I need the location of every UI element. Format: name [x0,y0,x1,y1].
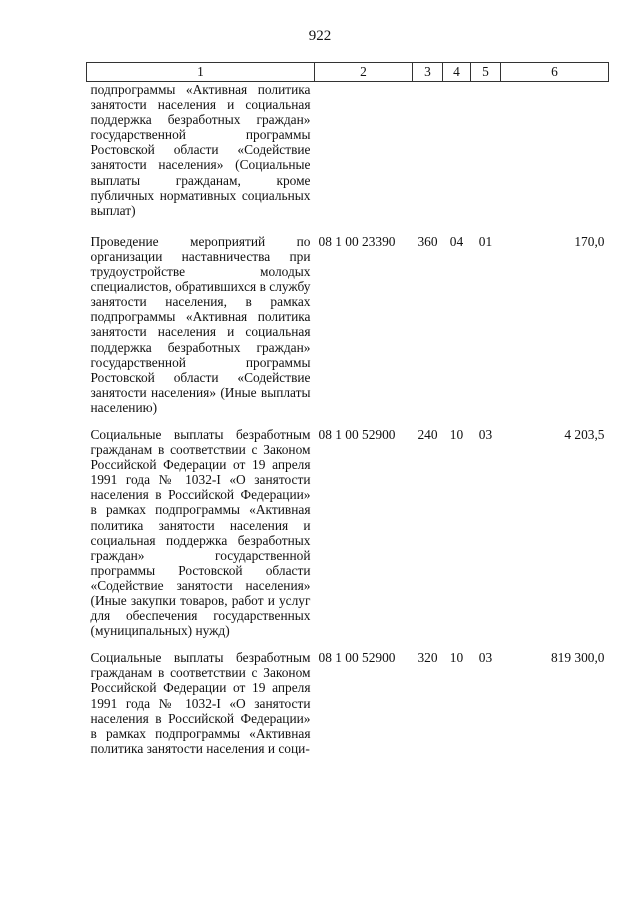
row-description: подпрограммы «Активная политика занятости населения и социальная поддержка безработных граждан» государственной программы Ростовской области «Содействие занятости населения» (Социальные выплаты гражданам, кроме публичных нормативных социальных выплат) [90,82,311,218]
row-target-article [315,82,413,218]
row-expense-type: 320 [417,650,438,666]
row-amount: 819 300,0 [550,650,605,666]
row-subsection: 03 [478,426,493,442]
row-description: Проведение мероприятий по организации наставничества при трудоустройстве молодых специалистов, обратившихся в службу занятости населения, в рамках подпрограммы «Активная политика занятости населения и социальная поддержка безработных граждан» государственной программы Ростовской области «Содействие занятости населения» (Иные выплаты населению) [90,233,311,415]
column-header-5: 5 [471,63,501,82]
row-section: 10 [449,650,464,666]
column-header-1: 1 [87,63,315,82]
row-amount: 170,0 [574,233,605,249]
row-section: 10 [449,426,464,442]
column-header-3: 3 [413,63,443,82]
row-amount: 4 203,5 [564,426,605,442]
column-header-6: 6 [501,63,609,82]
row-subsection: 03 [478,650,493,666]
table-row [87,218,609,415]
budget-table [86,62,609,756]
row-expense-type: 360 [417,233,438,249]
column-header-4: 4 [443,63,471,82]
row-target-article: 08 1 00 23390 [318,233,396,249]
row-section [443,82,471,218]
row-target-article: 08 1 00 52900 [318,426,396,442]
table-row [87,82,609,218]
row-target-article: 08 1 00 52900 [318,650,396,666]
row-subsection [471,82,501,218]
row-amount [501,82,609,218]
row-description: Социальные выплаты безработным гражданам в соответствии с Законом Российской Федерации от 19 апреля 1991 года № 1032-I «О занятости населения в Российской Федерации» в рамках подпрограммы «Активная политика занятости населения и соци- [90,650,311,756]
row-expense-type [413,82,443,218]
table-row [87,415,609,638]
table-row [87,638,609,756]
column-header-2: 2 [315,63,413,82]
row-description: Социальные выплаты безработным гражданам в соответствии с Законом Российской Федерации от 19 апреля 1991 года № 1032-I «О занятости населения в Российской Федерации» в рамках подпрограммы «Активная политика занятости населения и социальная поддержка безработных граждан» государственной программы Ростовской области «Содействие занятости населения» (Иные закупки товаров, работ и услуг для обеспечения государственных (муниципальных) нужд) [90,426,311,639]
row-section: 04 [449,233,464,249]
row-subsection: 01 [478,233,493,249]
row-expense-type: 240 [417,426,438,442]
page-number: 922 [308,28,332,44]
table-header-row [87,63,609,82]
